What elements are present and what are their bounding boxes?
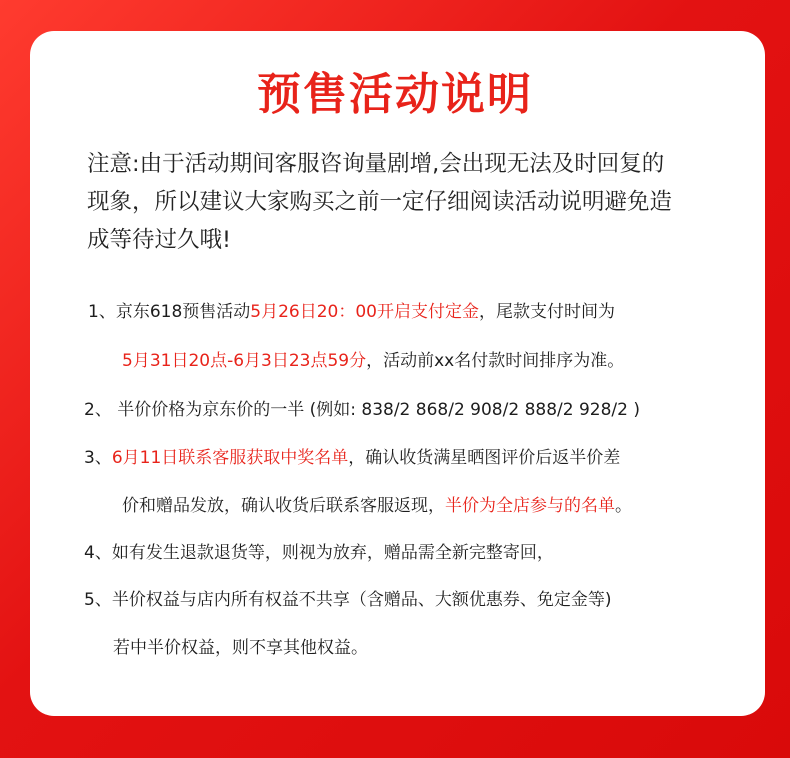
notice-paragraph [87, 145, 727, 259]
rule-1-prefix: 1、京东618预售活动 [88, 302, 251, 322]
rule-5-line-1: 5、半价权益与店内所有权益不共享（含赠品、大额优惠券、免定金等) [84, 590, 612, 610]
notice-line-1: 注意:由于活动期间客服咨询量剧增,会出现无法及时回复的 [87, 151, 665, 177]
rule-2-line: 2、 半价价格为京东价的一半 (例如: 838/2 868/2 908/2 888/2 928/2 ) [84, 400, 640, 420]
rule-3-line-2-prefix: 价和赠品发放，确认收货后联系客服返现， [122, 496, 445, 516]
rule-3-suffix: ，确认收货满星晒图评价后返半价差 [348, 448, 621, 468]
rule-3-half-price-note: 半价为全店参与的名单 [445, 496, 615, 516]
rule-1-line-1 [88, 297, 615, 322]
rule-1-suffix: ，尾款支付时间为 [478, 302, 615, 322]
notice-line-2: 现象，所以建议大家购买之前一定仔细阅读活动说明避免造 [87, 189, 673, 215]
rule-4-line: 4、如有发生退款退货等，则视为放弃，赠品需全新完整寄回， [84, 543, 554, 563]
rule-1-line-2 [122, 346, 624, 371]
rule-3-line-2 [122, 491, 632, 516]
rule-3-line-1 [84, 443, 620, 468]
rule-5-line-2: 若中半价权益，则不享其他权益。 [113, 638, 368, 658]
content-card [30, 31, 765, 716]
rule-3-line-2-suffix: 。 [615, 496, 632, 516]
notice-line-3: 成等待过久哦! [87, 227, 232, 253]
rule-3-prefix: 3、 [84, 448, 112, 468]
rule-1-final-time: 5月31日20点-6月3日23点59分 [122, 351, 367, 371]
page-title: 预售活动说明 [257, 69, 533, 120]
rule-3-winner-list: 6月11日联系客服获取中奖名单 [111, 448, 349, 468]
rule-1-deposit-time: 5月26日20：00开启支付定金 [250, 302, 479, 322]
rule-1-suffix-2: ，活动前xx名付款时间排序为准。 [366, 351, 625, 371]
